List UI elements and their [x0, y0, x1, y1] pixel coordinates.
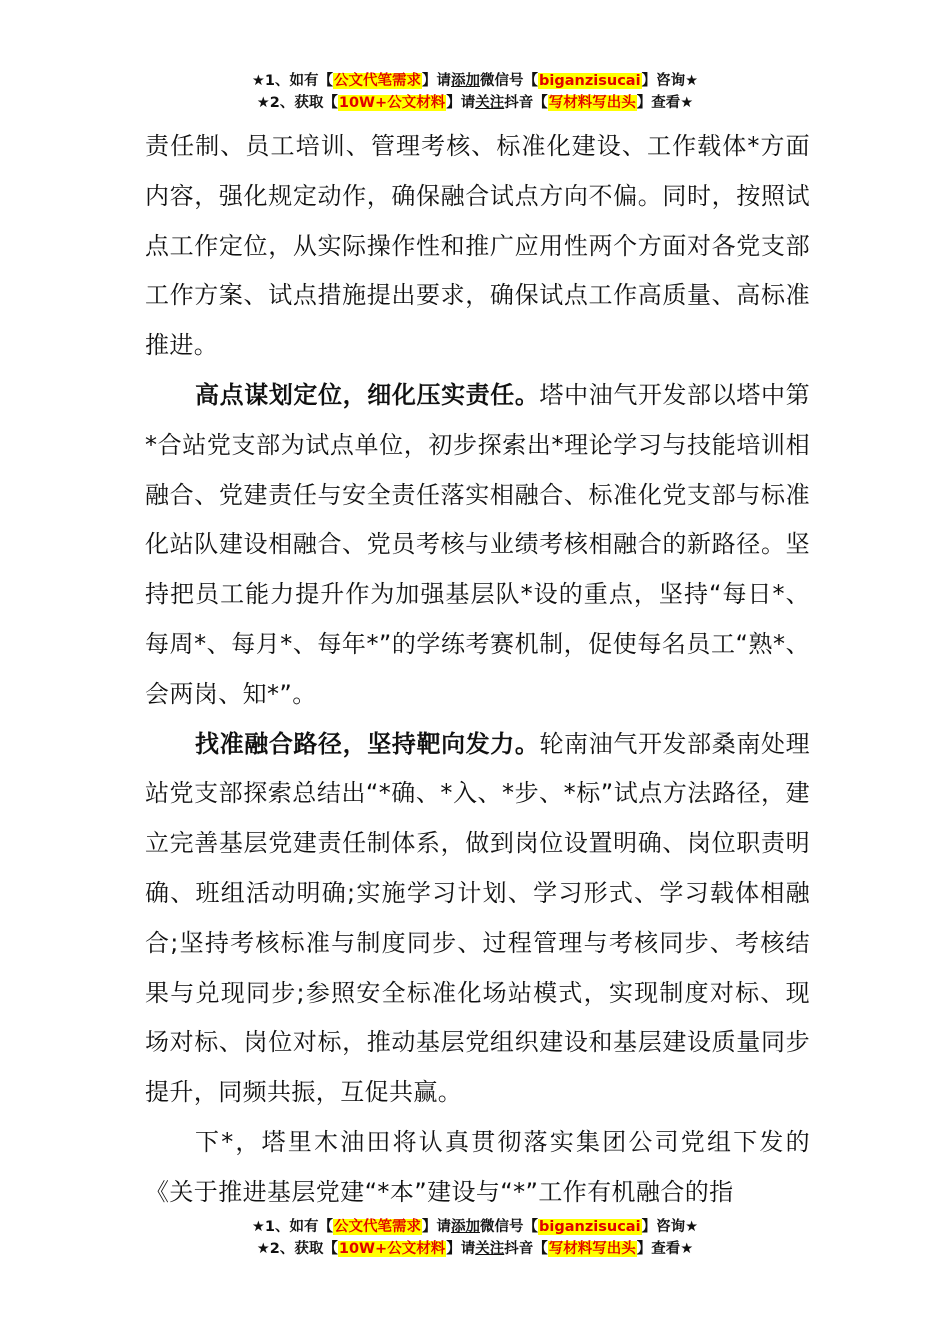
paragraph-text: 塔中油气开发部以塔中第*合站党支部为试点单位，初步探索出*理论学习与技能培训相融合、党建责任与安全责任落实相融合、标准化党支部与标准化站队建设相融合、党员考核与业绩考核相融合的新路径。坚持把员工能力提升作为加强基层队*设的重点，坚持“每日*、每周*、每月*、每年*”的学练考赛机制，促使每名员工“熟*、会两岗、知*”。: [145, 380, 810, 708]
paragraph: 责任制、员工培训、管理考核、标准化建设、工作载体*方面内容，强化规定动作，确保融合试点方向不偏。同时，按照试点工作定位，从实际操作性和推广应用性两个方面对各党支部工作方案、试点措施提出要求，确保试点工作高质量、高标准推进。: [145, 132, 810, 360]
paragraph-text: 轮南油气开发部桑南处理站党支部探索总结出“*确、*入、*步、*标”试点方法路径，建立完善基层党建责任制体系，做到岗位设置明确、岗位职责明确、班组活动明确;实施学习计划、学习形式、学习载体相融合;坚持考核标准与制度同步、过程管理与考核同步、考核结果与兑现同步;参照安全标准化场站模式，实现制度对标、现场对标、岗位对标，推动基层党组织建设和基层建设质量同步提升，同频共振，互促共赢。: [145, 729, 810, 1107]
banner-highlight: biganzisucai: [539, 1219, 641, 1235]
banner-text: ★2、获取【: [256, 1241, 338, 1257]
banner-highlight: 写材料写出头: [548, 95, 636, 111]
banner-line-2: [0, 92, 950, 114]
paragraph: [145, 720, 810, 1118]
banner-text: 微信号【: [480, 73, 539, 89]
paragraph-lead: 找准融合路径，坚持靶向发力。: [195, 729, 540, 758]
banner-line-1: [0, 1216, 950, 1238]
banner-text: 】请: [422, 1219, 452, 1235]
footer-banner: [0, 1216, 950, 1260]
banner-highlight: 10W+公文材料: [338, 1241, 446, 1257]
banner-highlight: 公文代笔需求: [334, 1219, 422, 1235]
banner-highlight: 公文代笔需求: [334, 73, 422, 89]
paragraph-lead: 高点谋划定位，细化压实责任。: [195, 380, 540, 409]
banner-text: 抖音【: [504, 95, 548, 111]
banner-emphasis: 关注: [475, 95, 505, 111]
banner-text: 】咨询★: [641, 1219, 699, 1235]
banner-text: ★1、如有【: [251, 1219, 334, 1235]
banner-text: 】查看★: [636, 95, 694, 111]
banner-text: ★1、如有【: [251, 73, 334, 89]
banner-emphasis: 关注: [475, 1241, 505, 1257]
banner-text: 抖音【: [504, 1241, 548, 1257]
banner-text: 微信号【: [480, 1219, 539, 1235]
banner-text: 】请: [446, 95, 476, 111]
banner-line-1: [0, 70, 950, 92]
banner-line-2: [0, 1238, 950, 1260]
banner-text: 】咨询★: [641, 73, 699, 89]
banner-text: 】请: [446, 1241, 476, 1257]
paragraph: [145, 371, 810, 720]
paragraph: 下*，塔里木油田将认真贯彻落实集团公司党组下发的《关于推进基层党建“*本”建设与“*”工作有机融合的指: [145, 1127, 810, 1206]
banner-text: 】请: [422, 73, 452, 89]
document-body: [145, 122, 810, 1218]
banner-text: ★2、获取【: [256, 95, 338, 111]
banner-emphasis: 添加: [451, 1219, 481, 1235]
banner-emphasis: 添加: [451, 73, 481, 89]
banner-highlight: 写材料写出头: [548, 1241, 636, 1257]
banner-text: 】查看★: [636, 1241, 694, 1257]
banner-highlight: 10W+公文材料: [338, 95, 446, 111]
header-banner: [0, 70, 950, 114]
banner-highlight: biganzisucai: [539, 73, 641, 89]
